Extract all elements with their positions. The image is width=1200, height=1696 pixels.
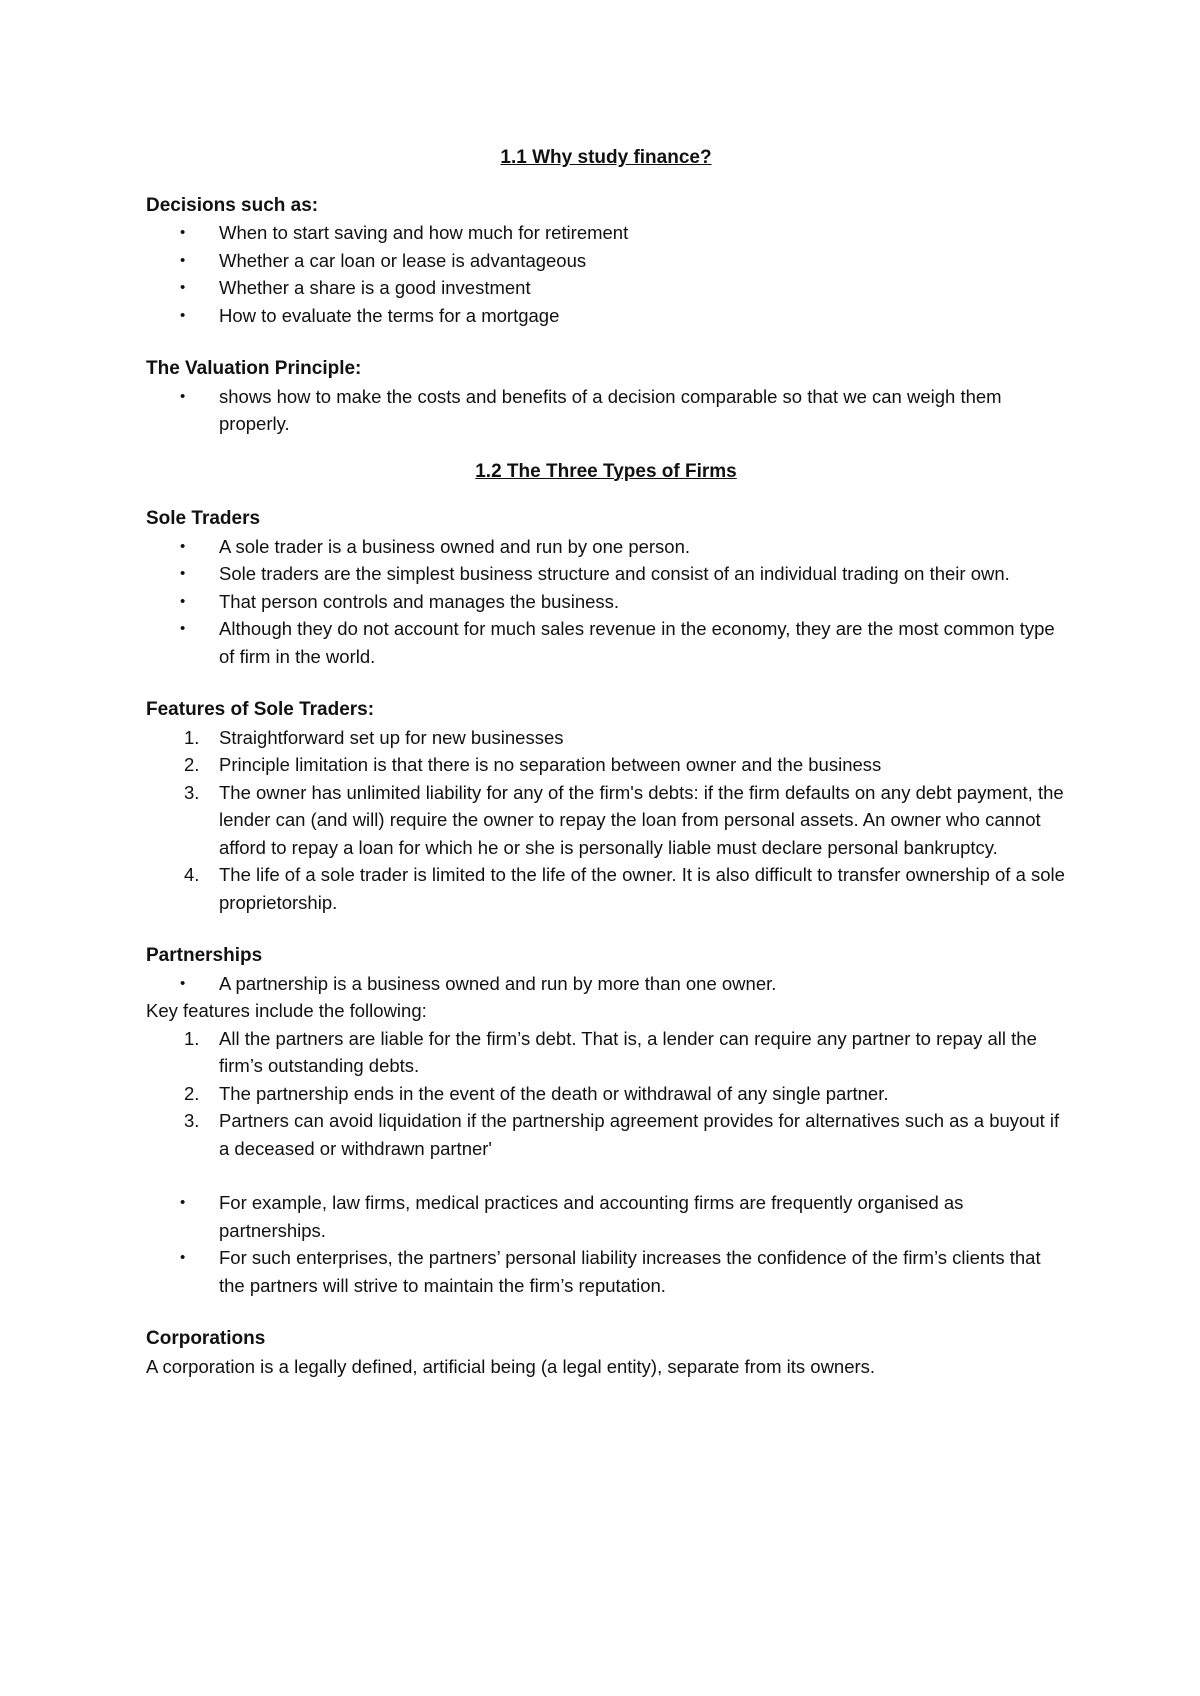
list-item-text: The life of a sole trader is limited to the life of the owner. It is also difficult to transfer ownership of a sole proprietorship. — [219, 864, 1065, 913]
valuation-list — [146, 383, 1066, 438]
key-features-list — [146, 1025, 1066, 1163]
number-marker: 2. — [184, 1082, 200, 1104]
partnerships-intro-list — [146, 970, 1066, 998]
list-item — [146, 533, 1066, 561]
heading-features-of-sole-traders: Features of Sole Traders: — [146, 699, 375, 720]
bullet-marker: • — [180, 1194, 186, 1211]
number-marker: 3. — [184, 1110, 200, 1131]
spacer — [146, 916, 1066, 942]
list-item-text: That person controls and manages the business. — [219, 590, 620, 612]
list-item — [146, 1189, 1066, 1244]
list-item-text: Whether a share is a good investment — [219, 277, 531, 298]
bullet-marker: • — [180, 620, 186, 637]
heading-corporations: Corporations — [146, 1328, 266, 1349]
number-marker: 3. — [184, 781, 200, 803]
list-item — [146, 302, 1066, 330]
list-item — [146, 970, 1066, 998]
decisions-list — [146, 219, 1066, 329]
list-item-text: shows how to make the costs and benefits of a decision comparable so that we can weigh them properly. — [219, 385, 1002, 434]
list-item — [146, 1107, 1066, 1162]
number-marker: 4. — [184, 864, 200, 885]
list-item — [146, 219, 1066, 247]
key-features-text: Key features include the following: — [146, 1000, 427, 1021]
list-item-text: Principle limitation is that there is no separation between owner and the business — [219, 754, 882, 775]
list-item — [146, 861, 1066, 916]
spacer — [146, 1162, 1066, 1189]
spacer — [146, 438, 1066, 458]
list-item — [146, 724, 1066, 752]
list-item — [146, 560, 1066, 588]
list-item — [146, 615, 1066, 670]
list-item — [146, 1080, 1066, 1108]
bullet-marker: • — [180, 306, 186, 324]
list-item-text: Straightforward set up for new businesses — [219, 726, 564, 748]
list-item — [146, 779, 1066, 862]
list-item-text: Although they do not account for much sales revenue in the economy, they are the most common type of firm in the world. — [219, 618, 1055, 667]
list-item-text: A sole trader is a business owned and run by one person. — [219, 535, 691, 557]
list-item-text: A partnership is a business owned and run by more than one owner. — [219, 972, 777, 994]
list-item-text: Partners can avoid liquidation if the partnership agreement provides for alternatives such as a buyout if a deceased or withdrawn partner' — [219, 1110, 1060, 1159]
list-item-text: For such enterprises, the partners’ personal liability increases the confidence of the firm’s clients that the partners will strive to maintain the firm’s reputation. — [219, 1247, 1041, 1296]
number-marker: 1. — [184, 1027, 200, 1049]
list-item-text: Sole traders are the simplest business structure and consist of an individual trading on their own. — [219, 563, 1010, 584]
list-item-text: All the partners are liable for the firm’s debt. That is, a lender can require any partner to repay all the firm’s outstanding debts. — [219, 1027, 1037, 1076]
list-item — [146, 383, 1066, 438]
bullet-marker: • — [180, 387, 186, 405]
bullet-marker: • — [180, 592, 186, 610]
bullet-marker: • — [180, 537, 186, 555]
heading-valuation-principle: The Valuation Principle: — [146, 358, 362, 379]
heading-sole-traders: Sole Traders — [146, 508, 261, 529]
bullet-marker: • — [180, 1249, 186, 1266]
section-title-three-types-of-firms: 1.2 The Three Types of Firms — [475, 460, 737, 482]
spacer — [146, 1299, 1066, 1325]
list-item — [146, 751, 1066, 779]
bullet-marker: • — [180, 279, 186, 296]
list-item-text: When to start saving and how much for retirement — [219, 222, 629, 243]
list-item-text: Whether a car loan or lease is advantageous — [219, 249, 587, 271]
number-marker: 1. — [184, 726, 200, 748]
list-item — [146, 1025, 1066, 1080]
bullet-marker: • — [180, 224, 186, 241]
sole-traders-list — [146, 533, 1066, 671]
list-item-text: The partnership ends in the event of the death or withdrawal of any single partner. — [219, 1082, 889, 1104]
heading-decisions: Decisions such as: — [146, 194, 319, 216]
corporations-text: A corporation is a legally defined, artificial being (a legal entity), separate from its owners. — [146, 1355, 876, 1377]
list-item — [146, 274, 1066, 302]
document-body — [146, 144, 1066, 1380]
bullet-marker: • — [180, 251, 186, 269]
list-item-text: The owner has unlimited liability for any of the firm's debts: if the firm defaults on any debt payment, the lender can (and will) require the owner to repay the loan from personal assets. An owner who cannot afford to repay a loan for which he or she is personally liable must declare personal bankruptcy. — [219, 781, 1064, 858]
list-item-text: How to evaluate the terms for a mortgage — [219, 304, 560, 326]
bullet-marker: • — [180, 565, 186, 582]
list-item — [146, 588, 1066, 616]
list-item — [146, 1244, 1066, 1299]
spacer — [146, 670, 1066, 696]
features-list — [146, 724, 1066, 917]
number-marker: 2. — [184, 754, 200, 775]
section-title-why-study-finance: 1.1 Why study finance? — [500, 147, 712, 168]
bullet-marker: • — [180, 974, 186, 992]
spacer — [146, 329, 1066, 355]
partnership-examples-list — [146, 1189, 1066, 1299]
list-item-text: For example, law firms, medical practices and accounting firms are frequently organised as partnerships. — [219, 1192, 964, 1241]
list-item — [146, 247, 1066, 275]
heading-partnerships: Partnerships — [146, 945, 263, 966]
